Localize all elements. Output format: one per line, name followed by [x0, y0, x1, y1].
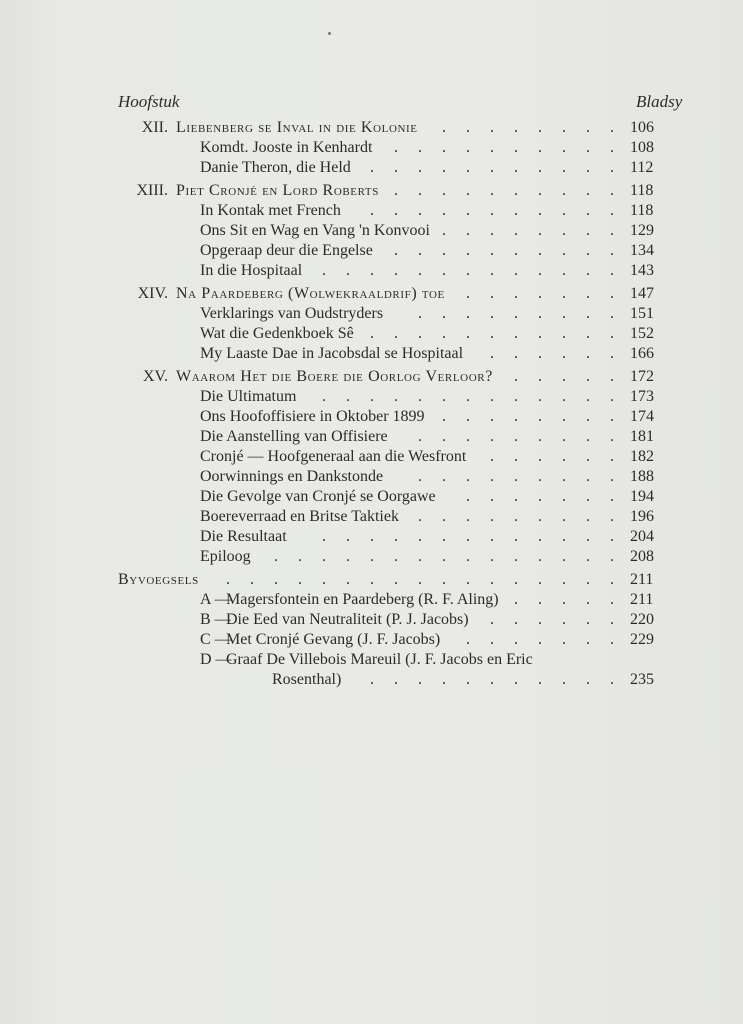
page-number: 181: [630, 428, 654, 445]
page-number: 134: [630, 242, 654, 259]
dot-leader: . . . . . . . .: [442, 119, 614, 136]
dot-leader: . . . . . . . .: [442, 222, 614, 239]
entry-title: Die Gevolge van Cronjé se Oorgawe: [200, 488, 436, 505]
page-number: 173: [630, 388, 654, 405]
page-number: 151: [630, 305, 654, 322]
entry-title: Met Cronjé Gevang (J. F. Jacobs): [226, 631, 441, 648]
page-number: 129: [630, 222, 654, 239]
section-title: Byvoegsels: [118, 571, 199, 588]
toc-entry: [0, 427, 743, 447]
appendix-letter: B —: [200, 611, 231, 628]
chapter-number: XIII.: [136, 182, 168, 199]
dot-leader: . . . . . .: [490, 345, 614, 362]
toc-entry: [0, 610, 743, 630]
dot-leader: . . . . . . . .: [442, 408, 614, 425]
toc-entry: [0, 241, 743, 261]
page-number: 172: [630, 368, 654, 385]
dot-leader: . . . . . . . . . .: [394, 139, 614, 156]
chapter-title: Waarom Het die Boere die Oorlog Verloor?: [176, 368, 493, 385]
page-number: 108: [630, 139, 654, 156]
dot-leader: . . . . . . . . . .: [394, 182, 614, 199]
dot-leader: . . . . . . . . . . . . .: [322, 388, 614, 405]
page-number: 235: [630, 671, 654, 688]
page-number: 211: [630, 571, 654, 588]
entry-title: Ons Sit en Wag en Vang 'n Konvooi: [200, 222, 430, 239]
page-number: 174: [630, 408, 654, 425]
dot-leader: . . . . . .: [490, 611, 614, 628]
entry-title: Cronjé — Hoofgeneraal aan die Wesfront: [200, 448, 467, 465]
page-number: 211: [630, 591, 654, 608]
header-page-label: Bladsy: [636, 92, 683, 111]
toc-entry: [0, 547, 743, 567]
page-number: 106: [630, 119, 654, 136]
page-number: 220: [630, 611, 654, 628]
entry-title: Ons Hoofoffisiere in Oktober 1899: [200, 408, 425, 425]
toc-entry: [0, 630, 743, 650]
entry-title: Verklarings van Oudstryders: [200, 305, 384, 322]
entry-title: Epiloog: [200, 548, 251, 565]
dot-leader: . . . . . . . . .: [418, 468, 614, 485]
dot-leader: . . . . . . . . . . . . .: [322, 262, 614, 279]
dot-leader: . . . . . . . . . .: [394, 242, 614, 259]
toc-entry: [0, 367, 743, 387]
entry-title: In die Hospitaal: [200, 262, 303, 279]
toc-entry: [0, 284, 743, 304]
page-number: 118: [630, 202, 654, 219]
dot-leader: . . . . . . . . .: [418, 428, 614, 445]
entry-title: Wat die Gedenkboek Sê: [200, 325, 354, 342]
entry-title: Komdt. Jooste in Kenhardt: [200, 139, 373, 156]
toc-entry: [0, 387, 743, 407]
toc-entry: [0, 527, 743, 547]
page-number: 196: [630, 508, 654, 525]
entry-title: Graaf De Villebois Mareuil (J. F. Jacobs en Eric: [226, 651, 533, 668]
dot-leader: . . . . . . . . . . .: [370, 159, 614, 176]
table-of-contents: [0, 118, 743, 690]
dot-leader: . . . . . . . . . . .: [370, 202, 614, 219]
page-number: 147: [630, 285, 654, 302]
toc-entry: [0, 138, 743, 158]
appendix-letter: C —: [200, 631, 231, 648]
entry-title: Die Aanstelling van Offisiere: [200, 428, 388, 445]
toc-entry: [0, 487, 743, 507]
page-number: 194: [630, 488, 654, 505]
toc-entry: [0, 507, 743, 527]
dot-leader: . . . . . . . . .: [418, 305, 614, 322]
toc-entry: [0, 261, 743, 281]
entry-title: Oorwinnings en Dankstonde: [200, 468, 384, 485]
dot-leader: . . . . . .: [490, 448, 614, 465]
dot-leader: . . . . . . . . .: [418, 508, 614, 525]
page-number: 112: [630, 159, 654, 176]
appendix-letter: D —: [200, 651, 232, 668]
toc-entry: [0, 158, 743, 178]
appendix-letter: A —: [200, 591, 231, 608]
entry-title: Die Ultimatum: [200, 388, 297, 405]
chapter-number: XIV.: [137, 285, 168, 302]
page-number: 118: [630, 182, 654, 199]
dot-leader: . . . . . . .: [466, 488, 614, 505]
entry-title: Magersfontein en Paardeberg (R. F. Aling): [226, 591, 499, 608]
chapter-title: Piet Cronjé en Lord Roberts: [176, 182, 379, 199]
entry-title: In Kontak met French: [200, 202, 341, 219]
entry-title: Die Resultaat: [200, 528, 287, 545]
dot-leader: . . . . . . .: [466, 631, 614, 648]
header-chapter-label: Hoofstuk: [118, 92, 180, 111]
toc-entry: [0, 324, 743, 344]
toc-entry: [0, 570, 743, 590]
page-number: 188: [630, 468, 654, 485]
dot-leader: . . . . . . . . . . . . . . . . .: [226, 571, 614, 588]
toc-entry: [0, 650, 743, 670]
entry-title: Boereverraad en Britse Taktiek: [200, 508, 399, 525]
speck-mark: [328, 32, 331, 35]
entry-title: Rosenthal): [272, 671, 342, 688]
page-number: 204: [630, 528, 654, 545]
toc-entry: [0, 467, 743, 487]
chapter-title: Na Paardeberg (Wolwekraaldrif) toe: [176, 285, 445, 302]
dot-leader: . . . . . . . . . . .: [370, 325, 614, 342]
page-number: 208: [630, 548, 654, 565]
toc-entry: [0, 118, 743, 138]
entry-title: Die Eed van Neutraliteit (P. J. Jacobs): [226, 611, 469, 628]
toc-entry: [0, 447, 743, 467]
entry-title: My Laaste Dae in Jacobsdal se Hospitaal: [200, 345, 464, 362]
dot-leader: . . . . . . . . . . . . .: [322, 528, 614, 545]
toc-entry: [0, 221, 743, 241]
page-number: 166: [630, 345, 654, 362]
page-number: 229: [630, 631, 654, 648]
toc-entry: [0, 590, 743, 610]
dot-leader: . . . . . . . . . . .: [370, 671, 614, 688]
dot-leader: . . . . . . .: [466, 285, 614, 302]
chapter-number: XV.: [142, 368, 168, 385]
dot-leader: . . . . . . . . . . . . . . .: [274, 548, 614, 565]
page-number: 143: [630, 262, 654, 279]
chapter-title: Liebenberg se Inval in die Kolonie: [176, 119, 418, 136]
dot-leader: . . . . .: [514, 591, 614, 608]
page-number: 182: [630, 448, 654, 465]
toc-entry: [0, 201, 743, 221]
page-number: 152: [630, 325, 654, 342]
entry-title: Opgeraap deur die Engelse: [200, 242, 373, 259]
entry-title: Danie Theron, die Held: [200, 159, 351, 176]
toc-entry: [0, 670, 743, 690]
chapter-number: XII.: [141, 119, 168, 136]
dot-leader: . . . . .: [514, 368, 614, 385]
toc-entry: [0, 181, 743, 201]
toc-entry: [0, 407, 743, 427]
toc-entry: [0, 304, 743, 324]
toc-entry: [0, 344, 743, 364]
